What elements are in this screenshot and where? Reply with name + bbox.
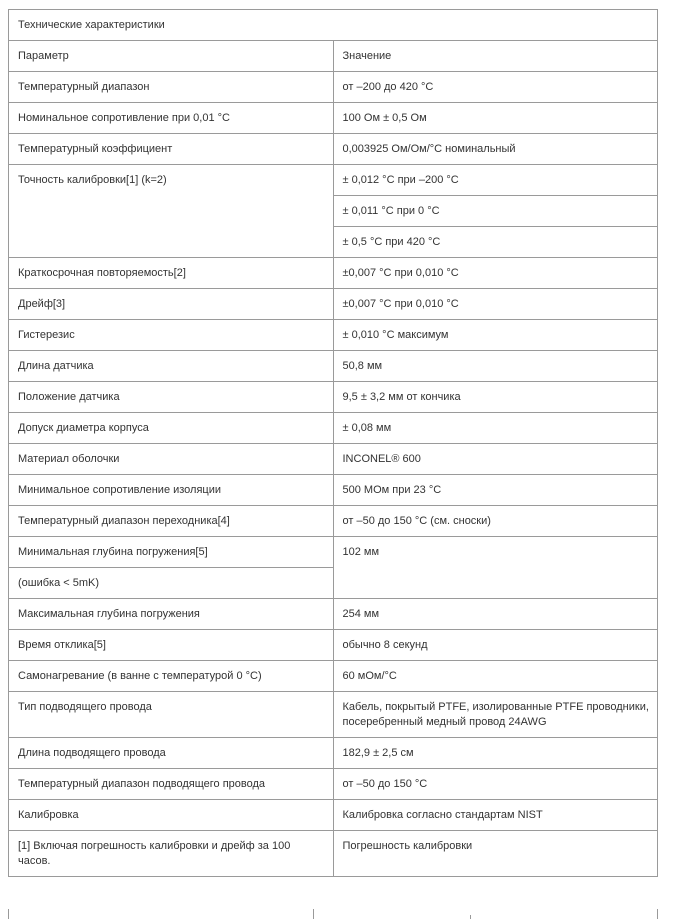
table-row [9,831,658,877]
value-cell: от –50 до 150 °C (см. сноски) [333,506,658,537]
table-row [9,103,658,134]
table-row [9,537,658,568]
param-cell: Гистерезис [9,320,334,351]
table-row [9,661,658,692]
header-value: Значение [333,41,658,72]
table-row [9,506,658,537]
table-cutoff [8,909,658,919]
header-row [9,41,658,72]
param-note-cell: (ошибка < 5mK) [9,568,334,599]
value-cell: 50,8 мм [333,351,658,382]
value-cell: ±0,007 °C при 0,010 °C [333,289,658,320]
value-cell: ±0,007 °C при 0,010 °C [333,258,658,289]
value-cell: 60 мОм/°C [333,661,658,692]
table-row [9,599,658,630]
table-row [9,475,658,506]
table-border-tick [470,915,471,919]
value-cell: ± 0,5 °C при 420 °C [333,227,658,258]
param-cell: Максимальная глубина погружения [9,599,334,630]
value-cell: Калибровка согласно стандартам NIST [333,800,658,831]
value-cell: от –50 до 150 °C [333,769,658,800]
table-row [9,134,658,165]
param-cell: Температурный диапазон переходника[4] [9,506,334,537]
value-cell: ± 0,011 °C при 0 °C [333,196,658,227]
table-row [9,258,658,289]
param-cell: Температурный диапазон подводящего провода [9,769,334,800]
param-cell: Дрейф[3] [9,289,334,320]
value-cell: от –200 до 420 °C [333,72,658,103]
value-cell: Погрешность калибровки [333,831,658,877]
value-cell: 254 мм [333,599,658,630]
value-cell: 0,003925 Ом/Ом/°C номинальный [333,134,658,165]
param-cell: Температурный коэффициент [9,134,334,165]
table-row [9,289,658,320]
table-row [9,413,658,444]
table-row [9,800,658,831]
param-cell: Длина подводящего провода [9,738,334,769]
table-row [9,320,658,351]
value-cell: 500 МОм при 23 °C [333,475,658,506]
caption-row [9,10,658,41]
value-cell: 102 мм [333,537,658,599]
value-cell: 100 Ом ± 0,5 Ом [333,103,658,134]
param-cell: Минимальная глубина погружения[5] [9,537,334,568]
param-cell: Номинальное сопротивление при 0,01 °C [9,103,334,134]
table-caption: Технические характеристики [9,10,658,41]
header-parameter: Параметр [9,41,334,72]
table-row [9,769,658,800]
table-row [9,382,658,413]
value-cell: 9,5 ± 3,2 мм от кончика [333,382,658,413]
param-cell: Точность калибровки[1] (k=2) [9,165,334,258]
table-row [9,351,658,382]
param-cell: Калибровка [9,800,334,831]
table-row [9,165,658,196]
specifications-table [8,9,658,877]
param-cell: Температурный диапазон [9,72,334,103]
table-row [9,692,658,738]
table-row [9,72,658,103]
param-cell: Допуск диаметра корпуса [9,413,334,444]
table-border-right [657,909,658,919]
footnote-cell: [1] Включая погрешность калибровки и дрейф за 100 часов. [9,831,334,877]
param-cell: Положение датчика [9,382,334,413]
value-cell: 182,9 ± 2,5 см [333,738,658,769]
table-border-left [8,909,9,919]
table-border-middle [313,909,314,919]
table-row [9,738,658,769]
table-row [9,444,658,475]
value-cell: ± 0,012 °C при –200 °C [333,165,658,196]
param-cell: Время отклика[5] [9,630,334,661]
param-cell: Материал оболочки [9,444,334,475]
param-cell: Тип подводящего провода [9,692,334,738]
value-cell: INCONEL® 600 [333,444,658,475]
param-cell: Краткосрочная повторяемость[2] [9,258,334,289]
param-cell: Длина датчика [9,351,334,382]
value-cell: ± 0,08 мм [333,413,658,444]
value-cell: ± 0,010 °C максимум [333,320,658,351]
param-cell: Минимальное сопротивление изоляции [9,475,334,506]
value-cell: Кабель, покрытый PTFE, изолированные PTFE проводники, посеребренный медный провод 24AWG [333,692,658,738]
param-cell: Самонагревание (в ванне с температурой 0 °C) [9,661,334,692]
value-cell: обычно 8 секунд [333,630,658,661]
table-row [9,630,658,661]
